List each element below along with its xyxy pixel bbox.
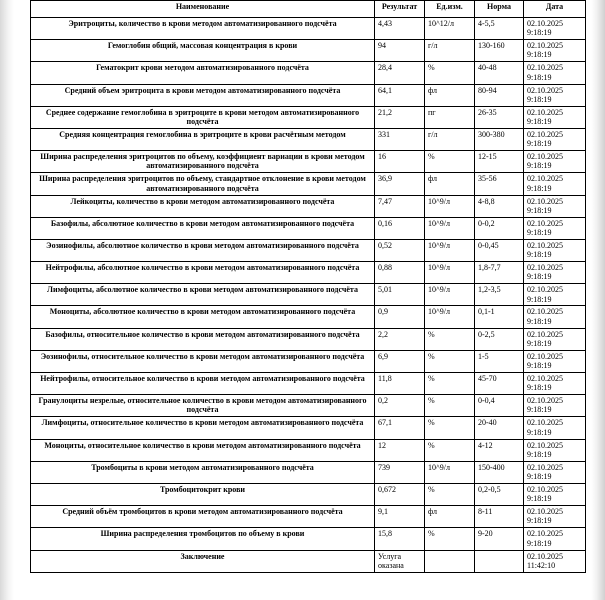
- table-header-row: [31, 1, 586, 18]
- row-date-cell: [524, 328, 586, 350]
- row-norm-cell: 300-380: [475, 128, 524, 150]
- page-shadow-right: [591, 0, 605, 600]
- row-date-cell: [524, 262, 586, 284]
- row-date: 02.10.2025: [527, 285, 563, 295]
- row-result-cell: 0,88: [375, 262, 425, 284]
- row-name-cell: Базофилы, абсолютное количество в крови методом автоматизированного подсчёта: [31, 217, 375, 239]
- row-time: 9:18:19: [527, 161, 552, 171]
- row-norm-cell: 150-400: [475, 461, 524, 483]
- row-time: 9:18:19: [527, 183, 552, 193]
- row-norm-cell: 1-5: [475, 350, 524, 372]
- row-norm-cell: 40-48: [475, 62, 524, 84]
- row-date: 02.10.2025: [527, 462, 563, 472]
- row-unit-cell: 10^9/л: [425, 262, 475, 284]
- row-unit-cell: фл: [425, 506, 475, 528]
- table-row: [31, 128, 586, 150]
- row-date-cell: [524, 306, 586, 328]
- row-unit-cell: 10^9/л: [425, 195, 475, 217]
- row-result-cell: 0,16: [375, 217, 425, 239]
- row-result-cell: 739: [375, 461, 425, 483]
- row-unit-cell: 10^9/л: [425, 306, 475, 328]
- row-norm-cell: 9-20: [475, 528, 524, 550]
- row-date: 02.10.2025: [527, 440, 563, 450]
- row-date: 02.10.2025: [527, 152, 563, 162]
- header-result: Результат: [375, 1, 425, 18]
- page-shadow-left: [0, 0, 14, 600]
- row-date: 02.10.2025: [527, 507, 563, 517]
- row-result-cell: 36,9: [375, 173, 425, 195]
- row-time: 9:18:19: [527, 338, 552, 348]
- row-unit-cell: г/л: [425, 128, 475, 150]
- row-name-cell: Лимфоциты, абсолютное количество в крови методом автоматизированного подсчёта: [31, 284, 375, 306]
- row-date: 02.10.2025: [527, 129, 563, 139]
- row-time: 9:18:19: [527, 28, 552, 38]
- row-time: 9:18:19: [527, 316, 552, 326]
- row-time: 9:18:19: [527, 205, 552, 215]
- row-result-cell: 0,9: [375, 306, 425, 328]
- row-unit-cell: 10^9/л: [425, 217, 475, 239]
- row-result-cell: 7,47: [375, 195, 425, 217]
- row-date: 02.10.2025: [527, 174, 563, 184]
- row-result-cell: 67,1: [375, 417, 425, 439]
- row-time: 9:18:19: [527, 272, 552, 282]
- row-date-cell: [524, 106, 586, 128]
- row-unit-cell: [425, 550, 475, 572]
- row-time: 9:18:19: [527, 294, 552, 304]
- row-time: 9:18:19: [527, 72, 552, 82]
- table-row: [31, 262, 586, 284]
- row-date: 02.10.2025: [527, 551, 563, 561]
- row-date: 02.10.2025: [527, 329, 563, 339]
- row-unit-cell: %: [425, 328, 475, 350]
- row-unit-cell: %: [425, 62, 475, 84]
- header-name: Наименование: [31, 1, 375, 18]
- row-date-cell: [524, 528, 586, 550]
- row-norm-cell: 1,8-7,7: [475, 262, 524, 284]
- row-result-cell: 15,8: [375, 528, 425, 550]
- row-time: 9:18:19: [527, 139, 552, 149]
- row-time: 9:18:19: [527, 117, 552, 127]
- row-date-cell: [524, 483, 586, 505]
- row-unit-cell: 10^9/л: [425, 239, 475, 261]
- table-row: [31, 217, 586, 239]
- row-name-cell: Заключение: [31, 550, 375, 572]
- row-name-cell: Тромбоциты в крови методом автоматизированного подсчёта: [31, 461, 375, 483]
- row-date-cell: [524, 350, 586, 372]
- row-result-cell: 4,43: [375, 18, 425, 40]
- row-date: 02.10.2025: [527, 63, 563, 73]
- row-norm-cell: 130-160: [475, 40, 524, 62]
- row-name-cell: Нейтрофилы, относительное количество в крови методом автоматизированного подсчёта: [31, 373, 375, 395]
- row-date-cell: [524, 439, 586, 461]
- row-name-cell: Средний объём тромбоцитов в крови методом автоматизированного подсчёта: [31, 506, 375, 528]
- row-date-cell: [524, 239, 586, 261]
- row-time: 9:18:19: [527, 361, 552, 371]
- table-body: [31, 18, 586, 573]
- row-norm-cell: 80-94: [475, 84, 524, 106]
- row-result-cell: 94: [375, 40, 425, 62]
- row-date-cell: [524, 62, 586, 84]
- row-result-cell: 21,2: [375, 106, 425, 128]
- row-norm-cell: 0,1-1: [475, 306, 524, 328]
- row-norm-cell: 0-0,45: [475, 239, 524, 261]
- row-result-cell: 0,2: [375, 395, 425, 417]
- row-time: 9:18:19: [527, 94, 552, 104]
- row-date: 02.10.2025: [527, 374, 563, 383]
- table-row: [31, 528, 586, 550]
- row-date: 02.10.2025: [527, 240, 563, 250]
- table-row: [31, 106, 586, 128]
- row-result-cell: 9,1: [375, 506, 425, 528]
- row-time: 9:18:19: [527, 405, 552, 415]
- header-norm: Норма: [475, 1, 524, 18]
- row-time: 11:42:10: [527, 560, 556, 570]
- row-date: 02.10.2025: [527, 19, 563, 28]
- table-row: [31, 40, 586, 62]
- row-result-cell: 28,4: [375, 62, 425, 84]
- row-norm-cell: 12-15: [475, 151, 524, 173]
- row-unit-cell: %: [425, 395, 475, 417]
- row-time: 9:18:19: [527, 227, 552, 237]
- row-date: 02.10.2025: [527, 196, 563, 206]
- row-name-cell: Моноциты, относительное количество в крови методом автоматизированного подсчёта: [31, 439, 375, 461]
- row-unit-cell: %: [425, 373, 475, 395]
- row-date: 02.10.2025: [527, 218, 563, 228]
- row-norm-cell: 0-2,5: [475, 328, 524, 350]
- row-unit-cell: %: [425, 350, 475, 372]
- table-row: [31, 506, 586, 528]
- row-norm-cell: 4-8,8: [475, 195, 524, 217]
- table-row: [31, 84, 586, 106]
- row-name-cell: Лимфоциты, относительное количество в крови методом автоматизированного подсчёта: [31, 417, 375, 439]
- row-result-cell: 64,1: [375, 84, 425, 106]
- row-name-cell: Гранулоциты незрелые, относительное количество в крови методом автоматизированного подсчёта: [31, 395, 375, 417]
- row-date-cell: [524, 173, 586, 195]
- row-date-cell: [524, 195, 586, 217]
- table-row: [31, 483, 586, 505]
- row-result-cell: 0,52: [375, 239, 425, 261]
- row-time: 9:18:19: [527, 383, 552, 393]
- row-norm-cell: 0-0,4: [475, 395, 524, 417]
- row-date-cell: [524, 417, 586, 439]
- row-unit-cell: 10^9/л: [425, 461, 475, 483]
- row-date: 02.10.2025: [527, 107, 563, 117]
- row-time: 9:18:19: [527, 449, 552, 459]
- row-time: 9:18:19: [527, 472, 552, 482]
- row-unit-cell: %: [425, 483, 475, 505]
- table-row: [31, 284, 586, 306]
- row-name-cell: Эозинофилы, абсолютное количество в крови методом автоматизированного подсчёта: [31, 239, 375, 261]
- row-norm-cell: 1,2-3,5: [475, 284, 524, 306]
- table-row: [31, 151, 586, 173]
- row-time: 9:18:19: [527, 538, 552, 548]
- row-unit-cell: %: [425, 439, 475, 461]
- row-norm-cell: [475, 550, 524, 572]
- row-result-cell: 2,2: [375, 328, 425, 350]
- table-row: [31, 195, 586, 217]
- row-norm-cell: 45-70: [475, 373, 524, 395]
- row-time: 9:18:19: [527, 250, 552, 260]
- row-date: 02.10.2025: [527, 85, 563, 95]
- row-date-cell: [524, 395, 586, 417]
- row-result-cell: 331: [375, 128, 425, 150]
- row-name-cell: Нейтрофилы, абсолютное количество в крови методом автоматизированного подсчёта: [31, 262, 375, 284]
- row-date-cell: [524, 550, 586, 572]
- row-name-cell: Гематокрит крови методом автоматизированного подсчёта: [31, 62, 375, 84]
- row-unit-cell: %: [425, 151, 475, 173]
- row-name-cell: Ширина распределения тромбоцитов по объему в крови: [31, 528, 375, 550]
- row-unit-cell: %: [425, 528, 475, 550]
- row-norm-cell: 20-40: [475, 417, 524, 439]
- row-norm-cell: 4-5,5: [475, 18, 524, 40]
- row-name-cell: Тромбоцитокрит крови: [31, 483, 375, 505]
- row-date-cell: [524, 461, 586, 483]
- table-row: [31, 239, 586, 261]
- row-date: 02.10.2025: [527, 484, 563, 494]
- table-row: [31, 417, 586, 439]
- table-row: [31, 350, 586, 372]
- row-name-cell: Базофилы, относительное количество в крови методом автоматизированного подсчёта: [31, 328, 375, 350]
- row-date: 02.10.2025: [527, 307, 563, 317]
- row-time: 9:18:19: [527, 427, 552, 437]
- row-result-cell: 6,9: [375, 350, 425, 372]
- row-date: 02.10.2025: [527, 529, 563, 539]
- row-date: 02.10.2025: [527, 418, 563, 428]
- row-date-cell: [524, 151, 586, 173]
- table-row: [31, 461, 586, 483]
- row-norm-cell: 0,2-0,5: [475, 483, 524, 505]
- row-unit-cell: %: [425, 417, 475, 439]
- row-date-cell: [524, 84, 586, 106]
- row-name-cell: Моноциты, абсолютное количество в крови методом автоматизированного подсчёта: [31, 306, 375, 328]
- row-result-cell: 16: [375, 151, 425, 173]
- row-norm-cell: 8-11: [475, 506, 524, 528]
- row-date-cell: [524, 284, 586, 306]
- row-unit-cell: 10^9/л: [425, 284, 475, 306]
- row-unit-cell: 10^12/л: [425, 18, 475, 40]
- row-date: 02.10.2025: [527, 396, 563, 406]
- row-time: 9:18:19: [527, 50, 552, 60]
- row-name-cell: Средняя концентрация гемоглобина в эритроците в крови расчётным методом: [31, 128, 375, 150]
- row-name-cell: Средний объем эритроцита в крови методом автоматизированного подсчёта: [31, 84, 375, 106]
- row-name-cell: Ширина распределения эритроцитов по объему, коэффициент вариации в крови методом автоматизированного подсчёта: [31, 151, 375, 173]
- row-name-cell: Эозинофилы, относительное количество в крови методом автоматизированного подсчёта: [31, 350, 375, 372]
- table-row: [31, 395, 586, 417]
- table-row: [31, 18, 586, 40]
- table-row: [31, 328, 586, 350]
- row-result-cell: 0,672: [375, 483, 425, 505]
- lab-results-table: [30, 0, 586, 573]
- row-date-cell: [524, 373, 586, 395]
- row-result-cell: 11,8: [375, 373, 425, 395]
- row-norm-cell: 4-12: [475, 439, 524, 461]
- table-row: [31, 62, 586, 84]
- row-date-cell: [524, 40, 586, 62]
- table-row: [31, 306, 586, 328]
- table-row: [31, 550, 586, 572]
- row-time: 9:18:19: [527, 516, 552, 526]
- row-name-cell: Лейкоциты, количество в крови методом автоматизированного подсчёта: [31, 195, 375, 217]
- row-date: 02.10.2025: [527, 263, 563, 273]
- row-result-cell: 12: [375, 439, 425, 461]
- row-result-cell: Услуга оказана: [375, 550, 425, 572]
- row-unit-cell: фл: [425, 173, 475, 195]
- row-unit-cell: пг: [425, 106, 475, 128]
- row-name-cell: Гемоглобин общий, массовая концентрация в крови: [31, 40, 375, 62]
- table-row: [31, 439, 586, 461]
- row-unit-cell: г/л: [425, 40, 475, 62]
- row-norm-cell: 35-56: [475, 173, 524, 195]
- row-unit-cell: фл: [425, 84, 475, 106]
- row-norm-cell: 26-35: [475, 106, 524, 128]
- row-date-cell: [524, 217, 586, 239]
- row-result-cell: 5,01: [375, 284, 425, 306]
- row-norm-cell: 0-0,2: [475, 217, 524, 239]
- row-date-cell: [524, 506, 586, 528]
- header-date: Дата: [524, 1, 586, 18]
- row-date: 02.10.2025: [527, 351, 563, 361]
- row-name-cell: Среднее содержание гемоглобина в эритроците в крови методом автоматизированного подсчёта: [31, 106, 375, 128]
- table-row: [31, 373, 586, 395]
- row-date: 02.10.2025: [527, 41, 563, 51]
- row-date-cell: [524, 128, 586, 150]
- table-row: [31, 173, 586, 195]
- row-name-cell: Ширина распределения эритроцитов по объему, стандартное отклонение в крови методом автоматизированного подсчёта: [31, 173, 375, 195]
- row-date-cell: [524, 18, 586, 40]
- header-unit: Ед.изм.: [425, 1, 475, 18]
- row-time: 9:18:19: [527, 494, 552, 504]
- row-name-cell: Эритроциты, количество в крови методом автоматизированного подсчёта: [31, 18, 375, 40]
